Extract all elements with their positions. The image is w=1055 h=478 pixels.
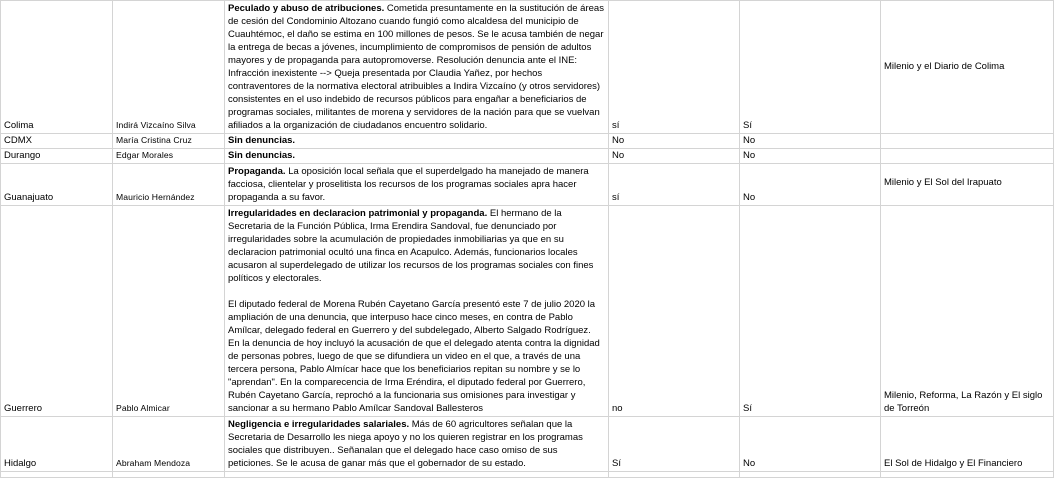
col4-cell[interactable]: Sí: [609, 417, 740, 472]
description-text: Más de 60 agricultores señalan que la Secretaria de Desarrollo les niega apoyo y no los quieren registrar en los programas sociales que distribuyen.. Señanalan que el delegado hace caso omiso de sus peticiones. Se le acusa de ganar más que el gobernador de su estado.: [228, 419, 583, 469]
table-row: [1, 206, 1054, 417]
col5-cell[interactable]: No: [740, 164, 881, 206]
description-text: La oposición local señala que el superdelgado ha manejado de manera facciosa, clientelar y proselitista los recursos de los programas sociales apra hacer propaganda a su favor.: [228, 166, 589, 203]
col5-cell[interactable]: No: [740, 134, 881, 149]
name-cell[interactable]: Indirá Vizcaíno Silva: [113, 1, 225, 134]
description-cell[interactable]: [225, 164, 609, 206]
name-cell[interactable]: María Cristina Cruz: [113, 134, 225, 149]
description-title: Sin denuncias.: [228, 150, 296, 161]
description-title: Irregularidades en declaracion patrimonial y propaganda.: [228, 208, 488, 219]
empty-cell[interactable]: [740, 472, 881, 478]
empty-cell[interactable]: [1, 472, 113, 478]
col5-cell[interactable]: No: [740, 417, 881, 472]
media-cell[interactable]: Milenio y El Sol del Irapuato: [881, 164, 1054, 206]
description-cell[interactable]: [225, 1, 609, 134]
col4-cell[interactable]: No: [609, 134, 740, 149]
col4-cell[interactable]: No: [609, 149, 740, 164]
description-cell[interactable]: [225, 149, 609, 164]
empty-cell[interactable]: [609, 472, 740, 478]
state-cell[interactable]: CDMX: [1, 134, 113, 149]
empty-cell[interactable]: [881, 472, 1054, 478]
col5-cell[interactable]: No: [740, 149, 881, 164]
table-row: [1, 417, 1054, 472]
description-text: El hermano de la Secretaria de la Función Pública, Irma Erendira Sandoval, fue denunciado por irregularidades sobre la acumulación de propiedades inmobiliarias ya que en su declaracion patrimonial ocultó una finca en Acapulco. Además, funcionarios locales acusaron al superdelegado de utilizar los recursos de los programas sociales con fines políticos y electorales.: [228, 208, 594, 284]
description-title: Peculado y abuso de atribuciones.: [228, 3, 385, 14]
table-row: [1, 164, 1054, 206]
col5-cell[interactable]: Sí: [740, 206, 881, 417]
empty-cell[interactable]: [225, 472, 609, 478]
table-row: [1, 149, 1054, 164]
description-title: Sin denuncias.: [228, 135, 296, 146]
col4-cell[interactable]: sí: [609, 164, 740, 206]
media-cell[interactable]: [881, 134, 1054, 149]
name-cell[interactable]: Edgar Morales: [113, 149, 225, 164]
col4-cell[interactable]: no: [609, 206, 740, 417]
col4-cell[interactable]: sí: [609, 1, 740, 134]
description-text: El diputado federal de Morena Rubén Cayetano García presentó este 7 de julio 2020 la ampliación de una denuncia, que interpuso hace cinco meses, en contra de Pablo Amílcar, delegado federal en Guerrero y del subdelegado, Alberto Salgado Rodríguez. En la denuncia de hoy incluyó la acusación de que el delegado atenta contra la dignidad de personas pobres, luego de que se difundiera un video en el que, a través de una tercera persona, Pablo Almícar hace que los beneficiarios repitan su nombre y se lo "aprendan". En la comparecencia de Irma Eréndira, el diputado federal por Guerrero, Rubén Cayetano García, reprochó a la funcionaria sus omisiones para investigar y sancionar a su hermano Pablo Amílcar Sandoval Ballesteros: [228, 299, 600, 414]
state-cell[interactable]: Guanajuato: [1, 164, 113, 206]
state-cell[interactable]: Guerrero: [1, 206, 113, 417]
description-cell[interactable]: [225, 134, 609, 149]
name-cell[interactable]: Mauricio Hernández: [113, 164, 225, 206]
media-cell[interactable]: Milenio, Reforma, La Razón y El siglo de Torreón: [881, 206, 1054, 417]
description-text: Cometida presuntamente en la sustitución de áreas de cesión del Condominio Altozano cuando fungió como alcaldesa del municipio de Cuauhtémoc, el daño se estima en 100 millones de pesos. Se le acusa también de negar la entrega de becas a jóvenes, incumplimiento de compromisos de pensión de adultos mayores y de propaganda para autopromoverse. Resolución denuncia ante el INE: Infracción inexistente --> Queja presentada por Claudia Yañez, por hechos contraventores de la normativa electoral atribuibles a Indira Vizcaíno (y otros servidores) consistentes en el uso indebido de recursos públicos para engañar a beneficiarios de programas sociales, militantes de morena y servidores de la nación para que se vuelvan afiliados a la organización de ciudadanos encuentro solidario.: [228, 3, 604, 131]
state-cell[interactable]: Colima: [1, 1, 113, 134]
name-cell[interactable]: Pablo Almicar: [113, 206, 225, 417]
col5-cell[interactable]: Sí: [740, 1, 881, 134]
media-cell[interactable]: Milenio y el Diario de Colima: [881, 1, 1054, 134]
description-cell[interactable]: [225, 206, 609, 417]
media-cell[interactable]: [881, 149, 1054, 164]
description-title: Propaganda.: [228, 166, 286, 177]
media-cell[interactable]: El Sol de Hidalgo y El Financiero: [881, 417, 1054, 472]
table-row: [1, 134, 1054, 149]
table-row: [1, 472, 1054, 478]
name-cell[interactable]: Abraham Mendoza: [113, 417, 225, 472]
description-title: Negligencia e irregularidades salariales.: [228, 419, 410, 430]
table-row: [1, 1, 1054, 134]
state-cell[interactable]: Hidalgo: [1, 417, 113, 472]
state-cell[interactable]: Durango: [1, 149, 113, 164]
description-cell[interactable]: [225, 417, 609, 472]
empty-cell[interactable]: [113, 472, 225, 478]
